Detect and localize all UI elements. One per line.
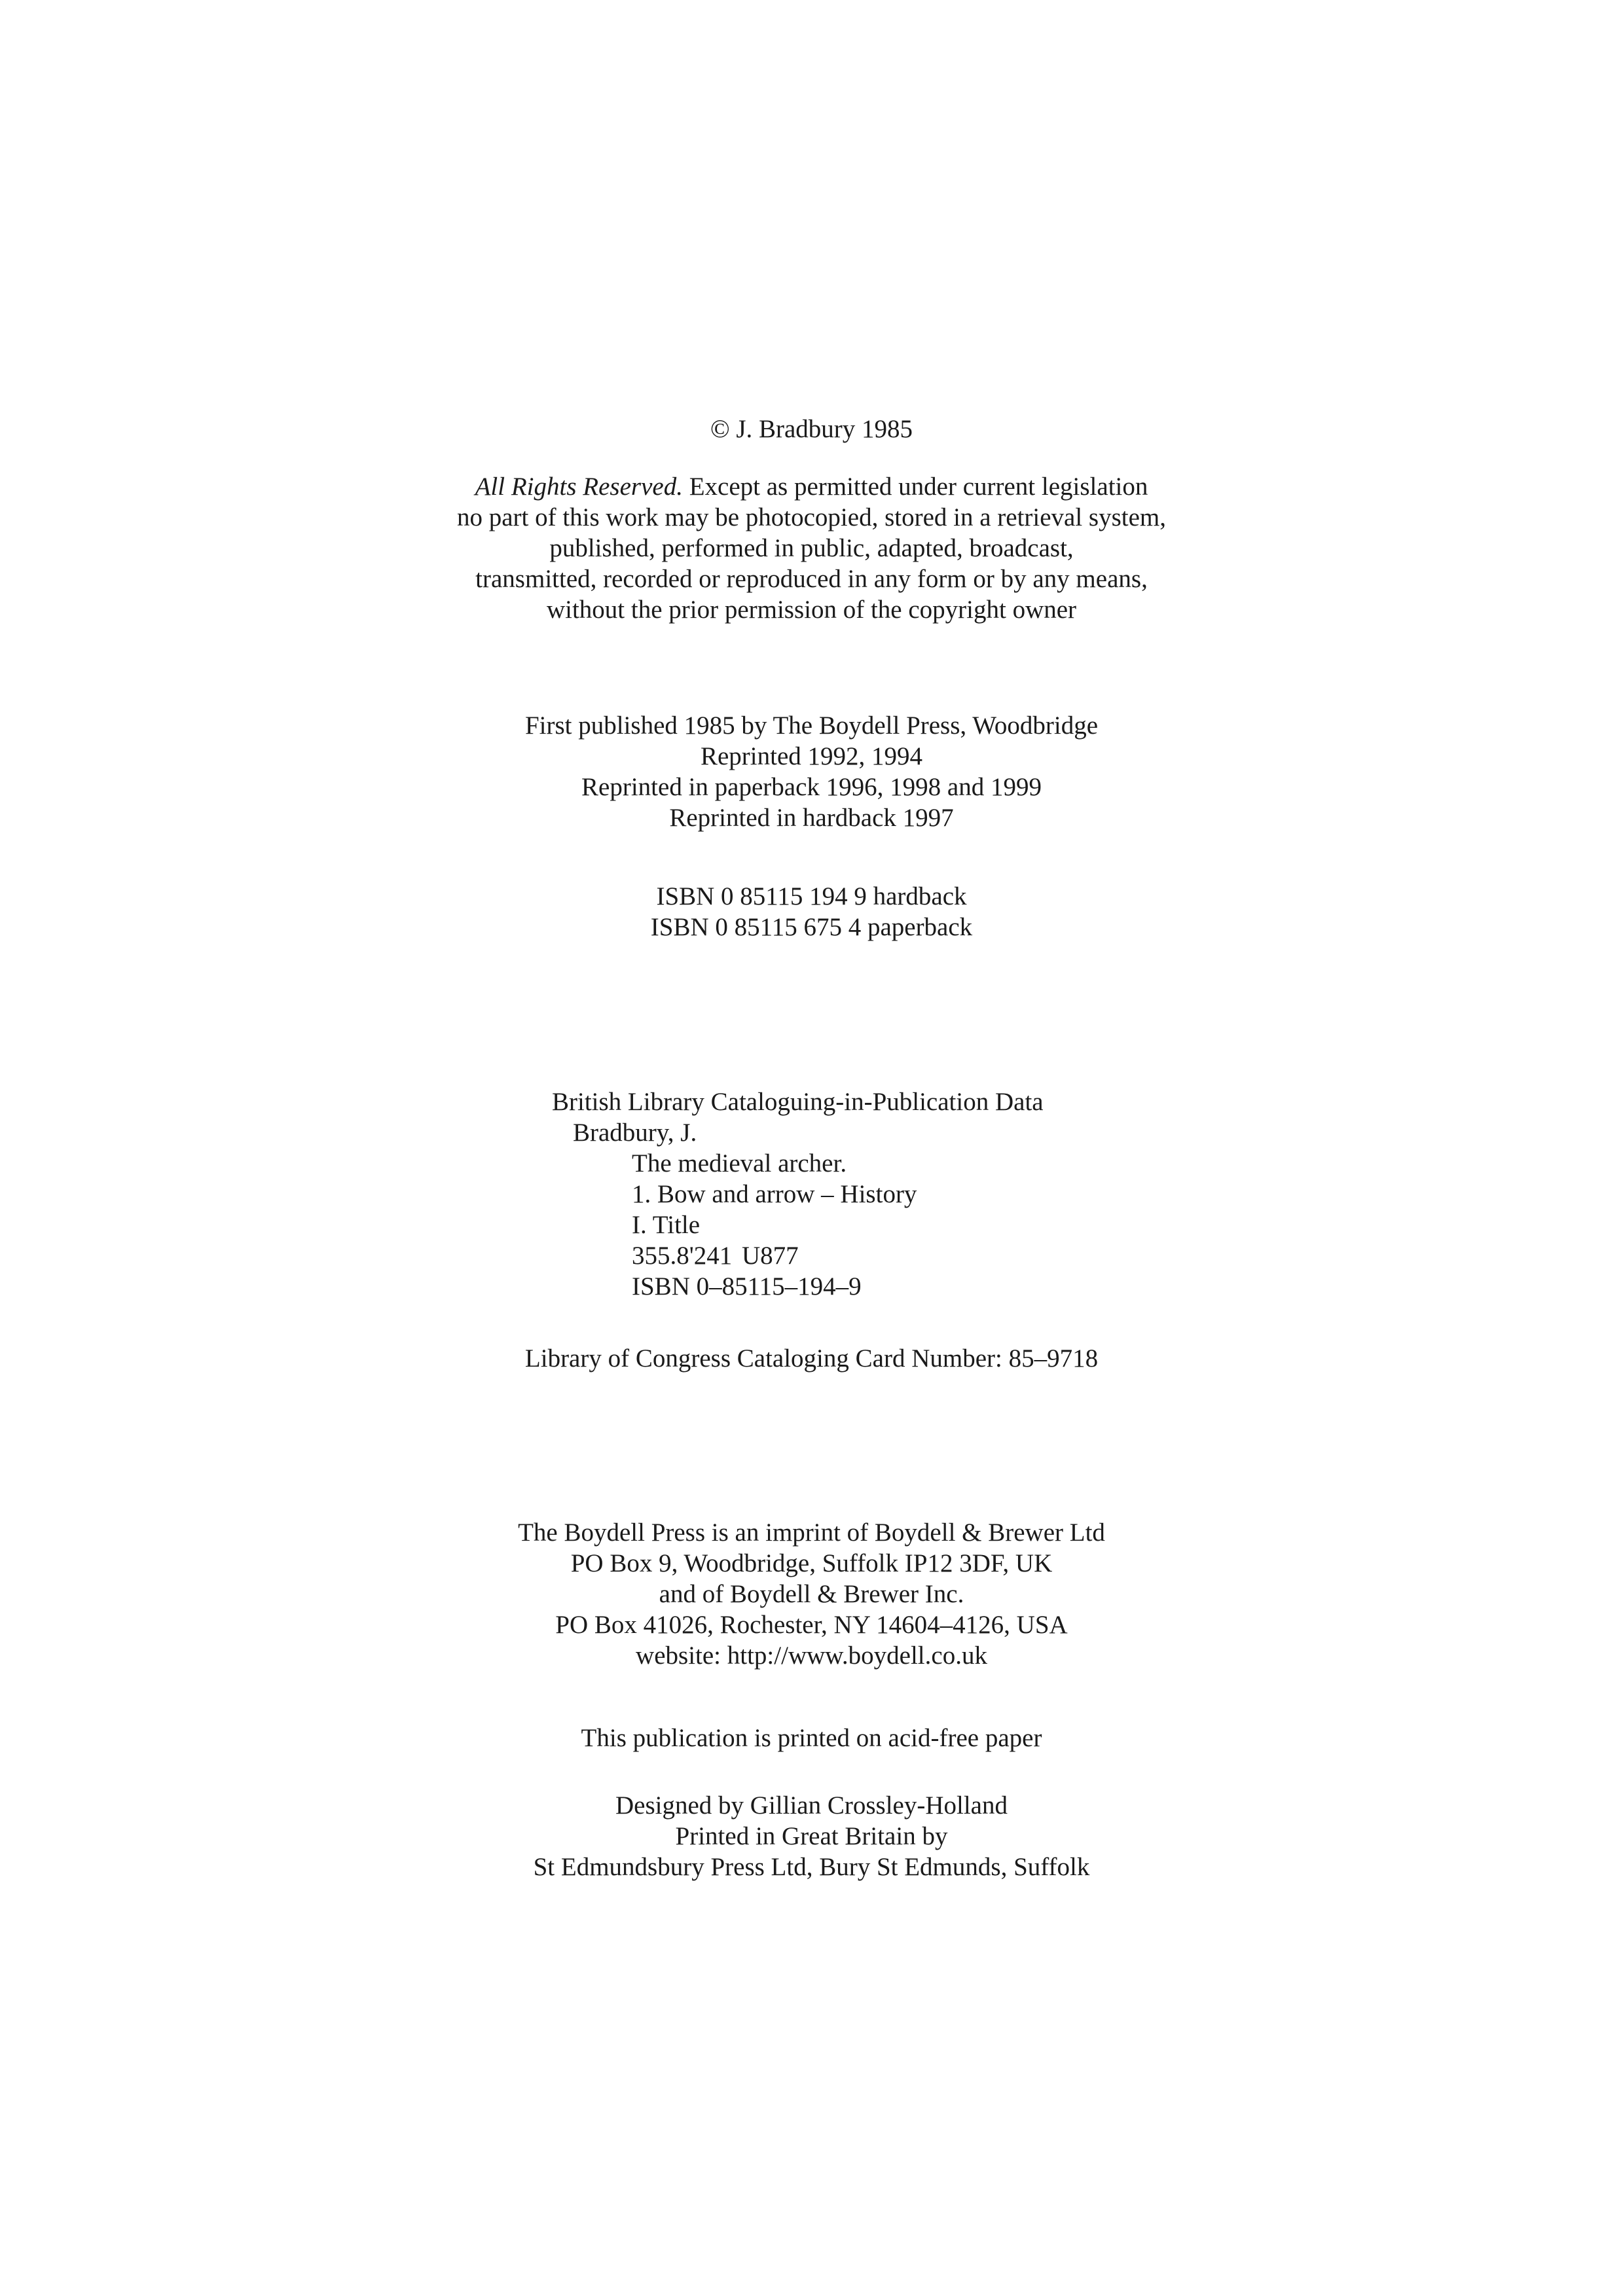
cip-subject: 1. Bow and arrow – History xyxy=(632,1180,917,1208)
copyright-line: © J. Bradbury 1985 xyxy=(710,415,913,443)
production-credits xyxy=(0,1790,1623,1882)
rights-line: published, performed in public, adapted, broadcast, xyxy=(549,534,1074,562)
credits-line: St Edmundsbury Press Ltd, Bury St Edmunds, Suffolk xyxy=(533,1853,1090,1881)
rights-lead: All Rights Reserved. xyxy=(475,473,683,501)
cip-data xyxy=(0,1086,1623,1302)
rights-line: no part of this work may be photocopied, stored in a retrieval system, xyxy=(456,503,1167,531)
credits-line: Printed in Great Britain by xyxy=(675,1822,948,1850)
cip-class-code: U877 xyxy=(742,1242,799,1270)
rights-statement xyxy=(0,471,1623,625)
copyright-notice xyxy=(0,414,1623,444)
loc-number xyxy=(0,1343,1623,1374)
cip-title: The medieval archer. xyxy=(632,1149,847,1177)
cip-classification xyxy=(632,1240,1623,1271)
credits-line: Designed by Gillian Crossley-Holland xyxy=(615,1791,1008,1820)
publisher-line: PO Box 41026, Rochester, NY 14604–4126, USA xyxy=(555,1611,1068,1639)
paper-line: This publication is printed on acid-free paper xyxy=(581,1724,1042,1752)
publisher-info xyxy=(0,1517,1623,1671)
publisher-line: and of Boydell & Brewer Inc. xyxy=(659,1580,964,1608)
paper-notice xyxy=(0,1723,1623,1753)
publisher-line: PO Box 9, Woodbridge, Suffolk IP12 3DF, UK xyxy=(570,1549,1053,1577)
history-line: Reprinted 1992, 1994 xyxy=(700,742,923,770)
rights-line-text: Except as permitted under current legislation xyxy=(682,473,1148,501)
rights-line xyxy=(0,471,1623,502)
history-line: Reprinted in paperback 1996, 1998 and 1999 xyxy=(581,773,1042,801)
cip-class-number: 355.8'241 xyxy=(632,1242,733,1270)
publisher-line: The Boydell Press is an imprint of Boydell & Brewer Ltd xyxy=(518,1518,1105,1547)
isbn-line: ISBN 0 85115 675 4 paperback xyxy=(650,913,973,941)
publisher-website: website: http://www.boydell.co.uk xyxy=(636,1641,987,1670)
rights-line: without the prior permission of the copyright owner xyxy=(546,596,1077,624)
publication-history xyxy=(0,710,1623,833)
rights-line: transmitted, recorded or reproduced in any form or by any means, xyxy=(475,565,1148,593)
cip-author: Bradbury, J. xyxy=(573,1119,697,1147)
cip-isbn: ISBN 0–85115–194–9 xyxy=(632,1272,862,1300)
cip-series: I. Title xyxy=(632,1211,701,1239)
isbn-line: ISBN 0 85115 194 9 hardback xyxy=(656,882,967,910)
loc-line: Library of Congress Cataloging Card Number: 85–9718 xyxy=(524,1344,1099,1372)
isbn-list xyxy=(0,881,1623,942)
cip-heading: British Library Cataloguing-in-Publication Data xyxy=(552,1088,1044,1116)
history-line: First published 1985 by The Boydell Press, Woodbridge xyxy=(524,711,1099,740)
history-line: Reprinted in hardback 1997 xyxy=(669,804,954,832)
